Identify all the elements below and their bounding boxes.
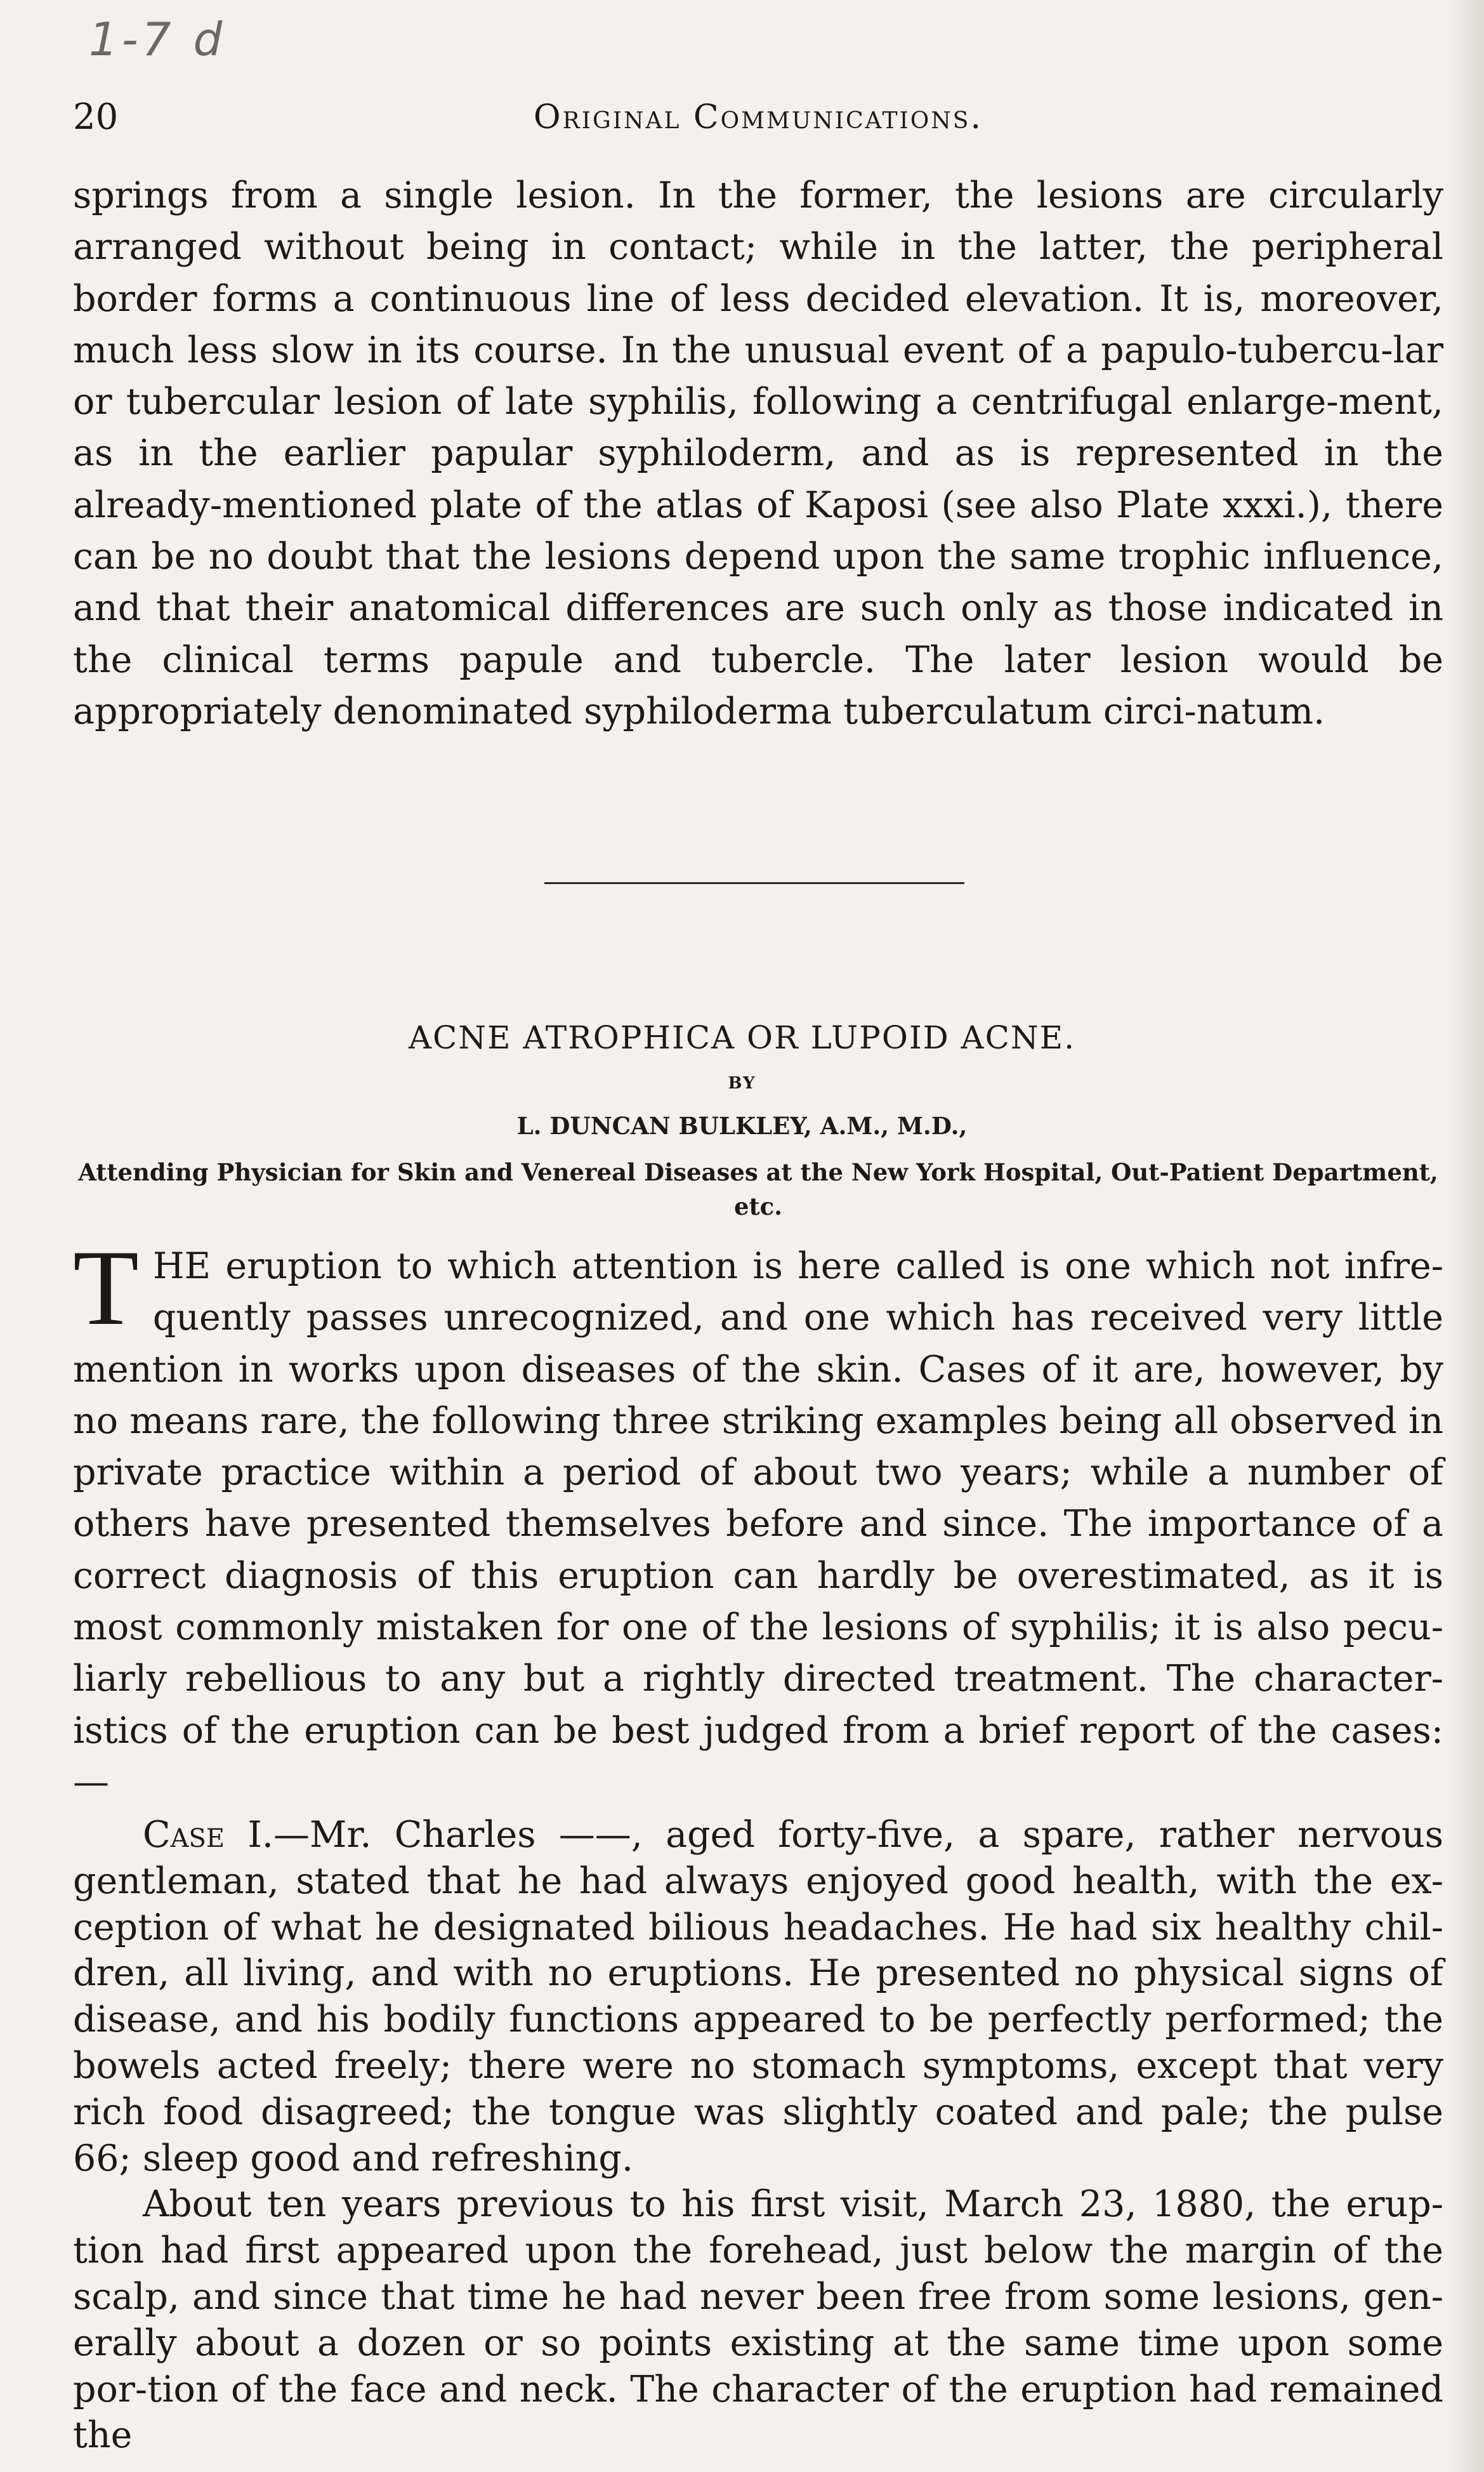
case-one-paragraph: [73, 1812, 1443, 2181]
page-edge-shadow: [1446, 0, 1484, 2472]
opening-text-block: [73, 1228, 1443, 1808]
opening-paragraph: [73, 1228, 1443, 1808]
handwritten-marginalia: 1-7 d: [89, 13, 227, 66]
case-one-text: —Mr. Charles ——, aged forty-five, a spare, rather nervous gentleman, stated that he had always enjoyed good health, with the ex-ception of what he designated bilious headaches. He had six healthy chil-dren, all living, and with no eruptions. He presented no physical signs of disease, and his bodily functions appeared to be perfectly performed; the bowels acted freely; there were no stomach symptoms, except that very rich food disagreed; the tongue was slightly coated and pale; the pulse 66; sleep good and refreshing.: [73, 1814, 1443, 2179]
history-paragraph: About ten years previous to his first visit, March 23, 1880, the erup-tion had first appeared upon the forehead, just below the margin of the scalp, and since that time he had never been free from some lesions, gen-erally about a dozen or so points existing at the same time upon some por-tion of the face and neck. The character of the eruption had remained the: [73, 2183, 1443, 2457]
top-text-block: [73, 170, 1443, 737]
author-affiliation: Attending Physician for Skin and Venereal Diseases at the New York Hospital, Out-Patient Department, etc.: [78, 1158, 1438, 1220]
page-header: [73, 89, 1443, 146]
opening-paragraph-text: HE eruption to which attention is here called is one which not infre-quently passes unrecognized, and one which has received very little mention in works upon diseases of the skin. Cases of it are, however, by no means rare, the following three striking examples being all observed in private practice within a period of about two years; while a number of others have presented themselves before and since. The importance of a correct diagnosis of this eruption can hardly be overestimated, as it is most commonly mistaken for one of the lesions of syphilis; it is also pecu-liarly rebellious to any but a rightly directed treatment. The character-istics of the eruption can be best judged from a brief report of the cases:—: [73, 1245, 1443, 1803]
section-divider: [544, 882, 964, 884]
continued-paragraph: springs from a single lesion. In the former, the lesions are circularly arranged without being in contact; while in the latter, the peripheral border forms a continuous line of less decided elevation. It is, moreover, much less slow in its course. In the unusual event of a papulo-tubercu-lar or tubercular lesion of late syphilis, following a centrifugal enlarge-ment, as in the earlier papular syphiloderm, and as is represented in the already-mentioned plate of the atlas of Kaposi (see also Plate xxxi.), there can be no doubt that the lesions depend upon the same trophic influence, and that their anatomical differences are such only as those indicated in the clinical terms papule and tubercle. The later lesion would be appropriately denominated syphiloderma tuberculatum circi-natum.: [73, 175, 1443, 732]
case-text-block: [73, 1812, 1443, 2459]
case-label: Case I.: [143, 1814, 273, 1856]
page-number: 20: [73, 96, 119, 138]
article-title: ACNE ATROPHICA OR LUPOID ACNE.: [408, 1019, 1076, 1056]
byline-by: BY: [728, 1074, 756, 1093]
running-head: Original Communications.: [534, 98, 983, 136]
drop-cap: T: [73, 1228, 139, 1347]
article-author: L. DUNCAN BULKLEY, A.M., M.D.,: [516, 1112, 968, 1140]
